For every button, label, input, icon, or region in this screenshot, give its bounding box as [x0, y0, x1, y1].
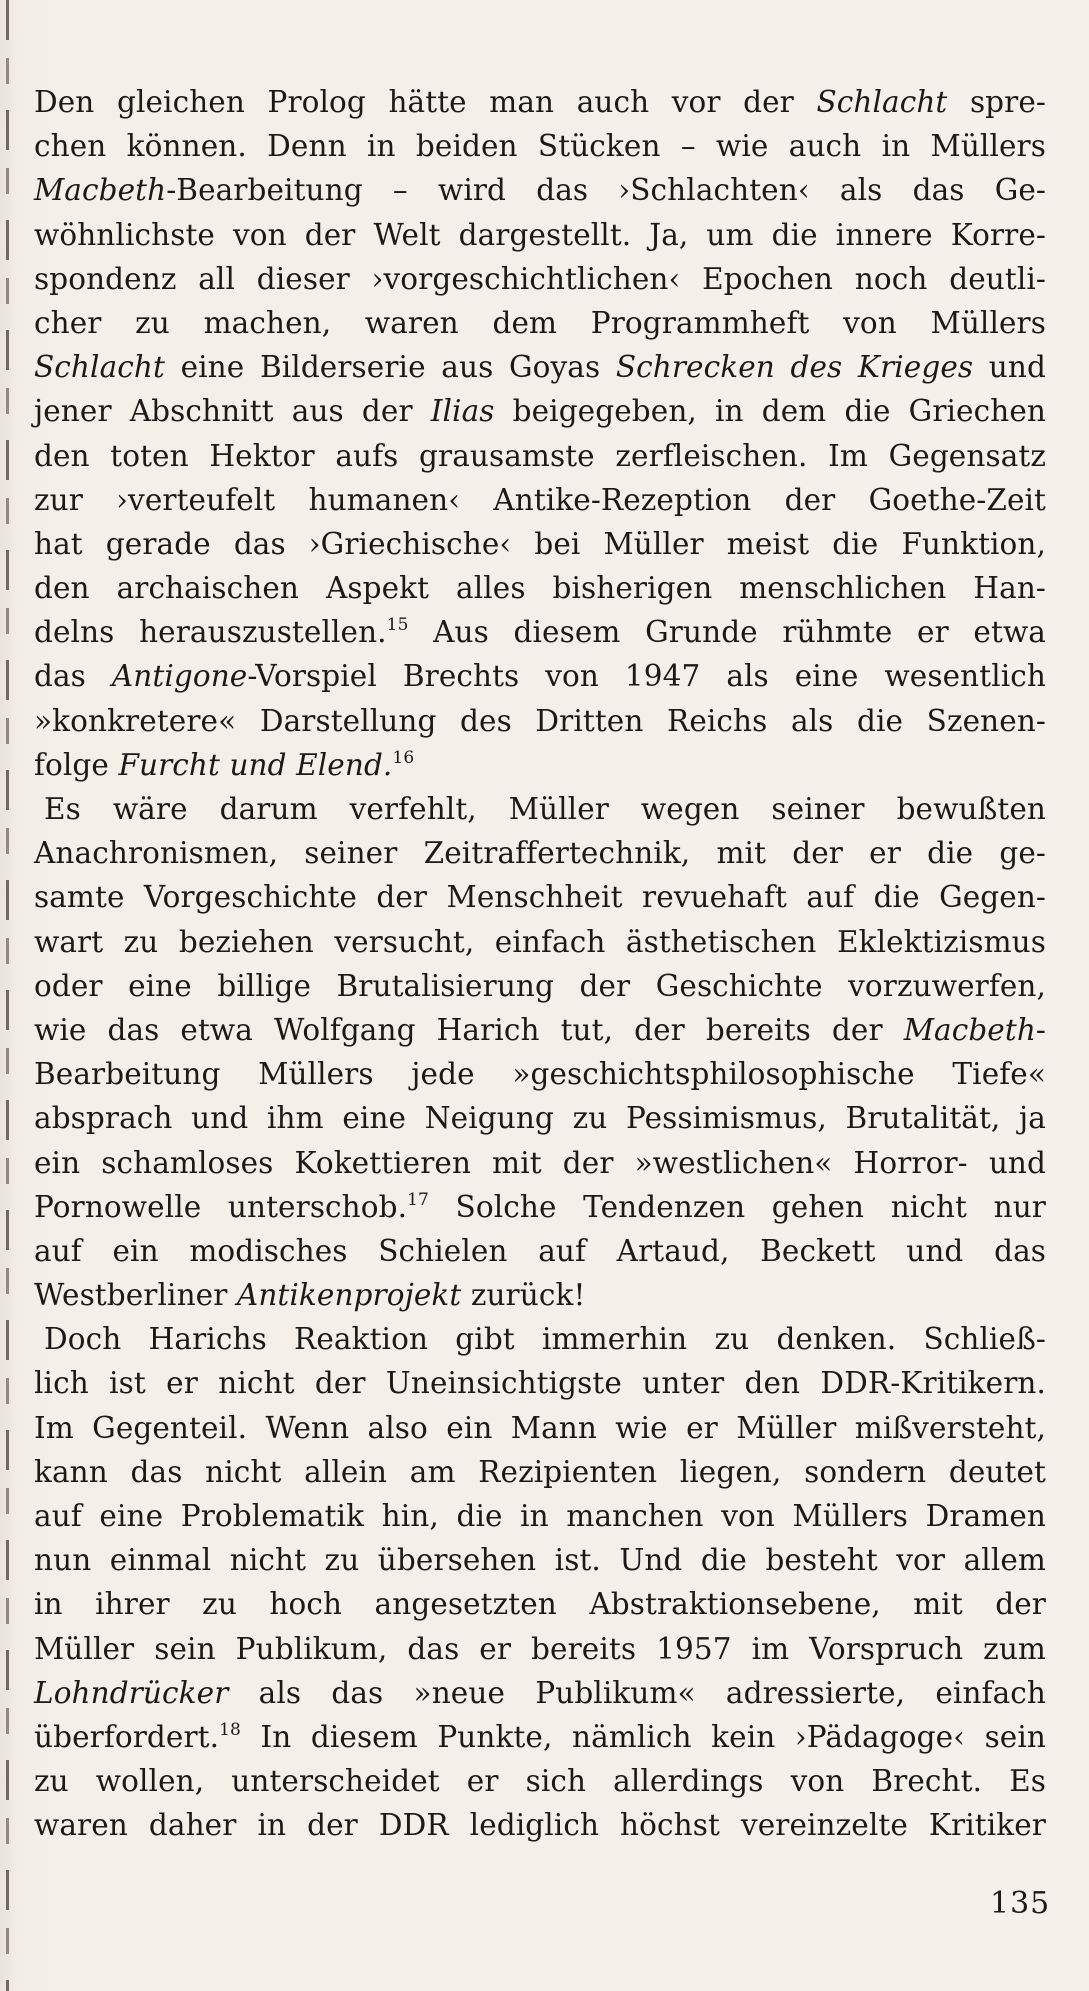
- italic-title: Schlacht: [816, 85, 948, 119]
- text-run: chen können. Denn in beiden Stücken – wie auch in Müllers: [34, 129, 1046, 164]
- text-line: [34, 1052, 1046, 1096]
- text-line: [34, 1450, 1046, 1494]
- text-run: eine Bilderserie aus Goyas: [164, 350, 616, 385]
- text-line: [34, 1273, 1046, 1317]
- text-line: [34, 1803, 1046, 1847]
- text-run: Es wäre darum verfehlt, Müller wegen seiner bewußten: [44, 792, 1046, 826]
- text-run: delns herauszustellen.: [34, 615, 387, 650]
- text-run: jener Abschnitt aus der: [34, 394, 431, 429]
- text-line: [34, 478, 1046, 522]
- text-run: In diesem Punkte, nämlich kein ›Pädagoge‹ sein: [240, 1719, 1046, 1754]
- text-run: den toten Hektor aufs grausamste zerfleischen. Im Gegensatz: [34, 438, 1046, 473]
- text-line: [34, 831, 1046, 875]
- text-run: kann das nicht allein am Rezipienten liegen, sondern deutet: [34, 1454, 1046, 1489]
- text-run: und: [973, 350, 1046, 385]
- body-text: [34, 80, 1046, 1848]
- text-line: [34, 522, 1046, 566]
- text-run: absprach und ihm eine Neigung zu Pessimismus, Brutalität, ja: [34, 1101, 1046, 1136]
- text-run: überfordert.: [34, 1719, 220, 1754]
- text-run: zur ›verteufelt humanen‹ Antike-Rezeption der Goethe-Zeit: [34, 482, 1046, 517]
- text-run: ein schamloses Kokettieren mit der »westlichen« Horror- und: [34, 1145, 1046, 1180]
- text-line: [34, 168, 1046, 212]
- text-run: spre-: [947, 85, 1046, 119]
- text-run: Bearbeitung Müllers jede »geschichtsphilosophische Tiefe«: [34, 1057, 1046, 1092]
- text-run: Müller sein Publikum, das er bereits 1957 im Vorspruch zum: [34, 1631, 1046, 1666]
- text-run: zu wollen, unterscheidet er sich allerdings von Brecht. Es: [34, 1764, 1046, 1799]
- text-line: [34, 566, 1046, 610]
- italic-title: Schlacht: [34, 350, 165, 385]
- text-run: -Bearbeitung – wird das ›Schlachten‹ als das Ge-: [166, 173, 1046, 208]
- text-run: wie das etwa Wolfgang Harich tut, der bereits der: [34, 1012, 904, 1047]
- italic-title: Lohndrücker: [34, 1675, 229, 1710]
- text-run: »konkretere« Darstellung des Dritten Reichs als die Szenen-: [34, 703, 1046, 738]
- text-run: als das »neue Publikum« adressierte, einfach: [228, 1675, 1046, 1710]
- text-line: [34, 654, 1046, 698]
- binding-gutter: [6, 0, 9, 1991]
- text-line: [34, 1494, 1046, 1538]
- text-run: Den gleichen Prolog hätte man auch vor der: [34, 85, 817, 119]
- text-line: [34, 1715, 1046, 1759]
- text-run: folge: [34, 747, 119, 782]
- text-line: [34, 964, 1046, 1008]
- text-run: auf ein modisches Schielen auf Artaud, Beckett und das: [34, 1233, 1046, 1268]
- text-line: [34, 875, 1046, 919]
- text-line: [34, 434, 1046, 478]
- footnote-ref: 15: [386, 615, 409, 636]
- text-run: oder eine billige Brutalisierung der Geschichte vorzuwerfen,: [34, 968, 1046, 1003]
- text-line: [34, 610, 1046, 654]
- text-line: [34, 1627, 1046, 1671]
- text-run: -: [1035, 1012, 1046, 1047]
- footnote-ref: 18: [219, 1719, 241, 1740]
- text-line: [34, 920, 1046, 964]
- text-run: Im Gegenteil. Wenn also ein Mann wie er Müller mißversteht,: [34, 1410, 1046, 1445]
- italic-title: Furcht und Elend.: [118, 747, 393, 782]
- text-run: spondenz all dieser ›vorgeschichtlichen‹ Epochen noch deutli-: [34, 261, 1046, 296]
- text-run: wöhnlichste von der Welt dargestellt. Ja, um die innere Korre-: [34, 217, 1046, 252]
- text-line: [34, 743, 1046, 787]
- italic-title: Antigone: [111, 659, 248, 694]
- text-run: Doch Harichs Reaktion gibt immerhin zu denken. Schließ-: [44, 1322, 1046, 1357]
- text-run: Pornowelle unterschob.: [34, 1189, 408, 1224]
- text-line: [34, 1096, 1046, 1140]
- text-line: [34, 1671, 1046, 1715]
- text-run: samte Vorgeschichte der Menschheit revuehaft auf die Gegen-: [34, 880, 1046, 915]
- text-line: [34, 1406, 1046, 1450]
- text-line: [34, 301, 1046, 345]
- text-run: wart zu beziehen versucht, einfach ästhetischen Eklektizismus: [34, 924, 1046, 959]
- text-run: waren daher in der DDR lediglich höchst vereinzelte Kritiker: [34, 1808, 1046, 1843]
- text-run: lich ist er nicht der Uneinsichtigste unter den DDR-Kritikern.: [34, 1366, 1046, 1401]
- text-line: [34, 389, 1046, 433]
- text-run: in ihrer zu hoch angesetzten Abstraktionsebene, mit der: [34, 1587, 1046, 1622]
- footnote-ref: 16: [392, 747, 415, 768]
- text-run: zurück!: [461, 1278, 586, 1313]
- text-line: [34, 787, 1046, 831]
- text-line: [34, 699, 1046, 743]
- text-line: [34, 1361, 1046, 1405]
- text-run: den archaischen Aspekt alles bisherigen menschlichen Han-: [34, 571, 1046, 606]
- text-run: Westberliner: [34, 1278, 237, 1313]
- text-line: [34, 1538, 1046, 1582]
- text-run: beigegeben, in dem die Griechen: [494, 394, 1046, 429]
- text-line: [34, 257, 1046, 301]
- text-run: -Vorspiel Brechts von 1947 als eine wesentlich: [247, 659, 1046, 694]
- text-line: [34, 1229, 1046, 1273]
- text-line: [34, 1185, 1046, 1229]
- text-run: cher zu machen, waren dem Programmheft von Müllers: [34, 305, 1046, 340]
- text-line: [34, 213, 1046, 257]
- text-run: Solche Tendenzen gehen nicht nur: [428, 1189, 1047, 1224]
- italic-title: Ilias: [430, 394, 495, 429]
- italic-title: Macbeth: [34, 173, 167, 208]
- text-run: das: [34, 659, 112, 694]
- text-line: [34, 80, 1046, 124]
- text-run: Aus diesem Grunde rühmte er etwa: [408, 615, 1046, 650]
- text-line: [34, 1008, 1046, 1052]
- text-line: [34, 1141, 1046, 1185]
- page-number: 135: [990, 1886, 1051, 1921]
- italic-title: Macbeth: [903, 1012, 1036, 1047]
- text-line: [34, 345, 1046, 389]
- text-line: [34, 1759, 1046, 1803]
- text-run: auf eine Problematik hin, die in manchen von Müllers Dramen: [34, 1499, 1046, 1533]
- text-run: Anachronismen, seiner Zeitraffertechnik, mit der er die ge-: [34, 836, 1046, 871]
- text-run: nun einmal nicht zu übersehen ist. Und die besteht vor allem: [34, 1543, 1046, 1578]
- italic-title: Antikenprojekt: [236, 1278, 462, 1313]
- text-line: [34, 1317, 1046, 1361]
- text-line: [34, 124, 1046, 168]
- footnote-ref: 17: [407, 1189, 429, 1210]
- text-run: hat gerade das ›Griechische‹ bei Müller meist die Funktion,: [34, 526, 1046, 561]
- text-line: [34, 1582, 1046, 1626]
- italic-title: Schrecken des Krieges: [615, 350, 974, 385]
